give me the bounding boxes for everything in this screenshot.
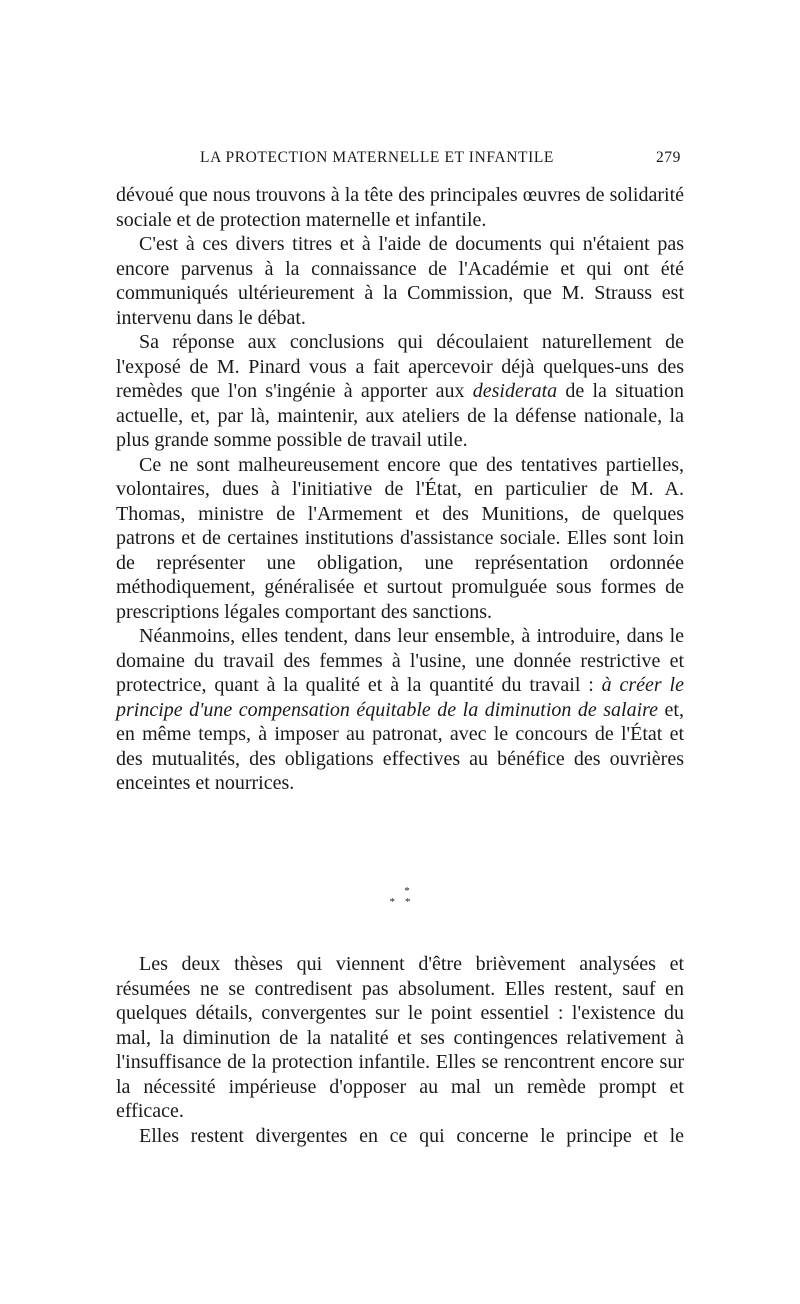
paragraph-text: Sa réponse aux conclusions qui découlaient naturellement de l'exposé de M. Pinard vous a fait apercevoir déjà quelques-uns des remèdes que l'on s'ingénie à apporter aux <box>116 331 684 402</box>
asterism-top-row <box>116 886 684 897</box>
paragraph <box>116 624 684 796</box>
asterisk: * <box>389 896 395 908</box>
paragraph <box>116 453 684 625</box>
paragraph <box>116 330 684 453</box>
paragraph-continued <box>116 183 684 232</box>
paragraph-text: Les deux thèses qui viennent d'être brièvement analysées et résumées ne se contredisent pas absolument. Elles restent, sauf en quelques détails, convergentes sur le point essentiel : l'existence du mal, la diminution de la natalité et ses contingences relativement à l'insuffisance de la protection infantile. Elles se rencontrent encore sur la nécessité impérieuse d'opposer au mal un remède prompt et efficace. <box>116 953 684 1122</box>
paragraph-text: et, en même temps, à imposer au patronat, avec le concours de l'État et des mutualités, des obligations effectives au bénéfice des ouvrières enceintes et nourrices. <box>116 698 684 794</box>
asterisk: * <box>404 885 410 897</box>
section-separator-asterism <box>116 886 684 920</box>
running-title: LA PROTECTION MATERNELLE ET INFANTILE <box>200 149 554 166</box>
body-text-before-break <box>116 183 684 796</box>
paragraph-text: Elles restent divergentes en ce qui concerne le principe et le <box>139 1124 684 1147</box>
paragraph-text: Ce ne sont malheureusement encore que des tentatives partielles, volontaires, dues à l'initiative de l'État, en particulier de M. A. Thomas, ministre de l'Armement et des Munitions, de quelques patrons et de certaines institutions d'assistance sociale. Elles sont loin de représenter une obligation, une représentation ordonnée méthodiquement, généralisée et surtout promulguée sous formes de prescriptions légales comportant des sanctions. <box>116 453 684 623</box>
paragraph-continues-next-page <box>116 1124 684 1149</box>
paragraph-text: de la situation actuelle, et, par là, maintenir, aux ateliers de la défense nationale, la plus grande somme possible de travail utile. <box>116 380 684 451</box>
paragraph <box>116 232 684 330</box>
paragraph-text: Néanmoins, elles tendent, dans leur ensemble, à introduire, dans le domaine du travail des femmes à l'usine, une donnée restrictive et protectrice, quant à la qualité et à la quantité du travail : <box>116 625 684 696</box>
page-number: 279 <box>655 149 681 166</box>
asterism-bottom-row <box>116 897 684 908</box>
italic-term: desiderata <box>472 380 558 402</box>
paragraph-text: dévoué que nous trouvons à la tête des principales œuvres de solidarité sociale et de protection maternelle et infantile. <box>116 184 684 231</box>
paragraph-text: C'est à ces divers titres et à l'aide de documents qui n'étaient pas encore parvenus à la connaissance de l'Académie et qui ont été communiqués ultérieurement à la Commission, que M. Strauss est intervenu dans le débat. <box>116 233 684 329</box>
paragraph <box>116 952 684 1124</box>
asterisk: * <box>405 896 411 908</box>
running-head <box>116 149 684 169</box>
body-text-after-break <box>116 952 684 1148</box>
italic-phrase: à créer le principe d'une compensation équitable de la diminution de salaire <box>116 674 684 721</box>
